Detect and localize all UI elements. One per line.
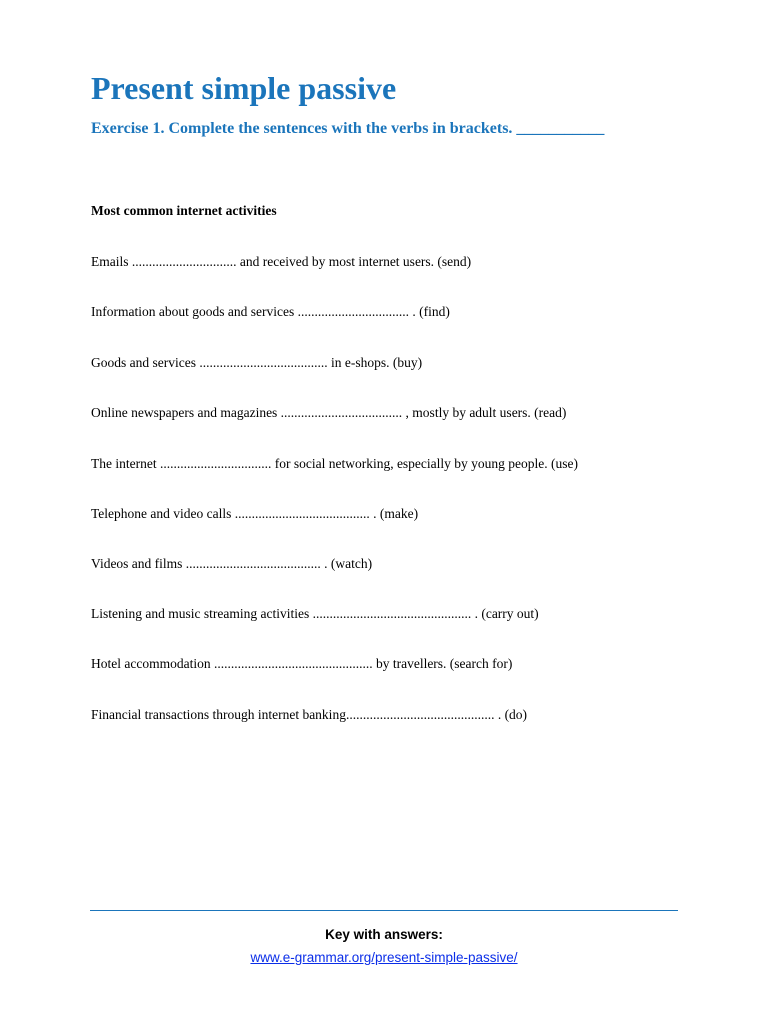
page-title: Present simple passive <box>91 70 397 106</box>
answer-key-link-container <box>0 949 768 967</box>
footer-divider <box>90 910 678 911</box>
exercise-sentence-9: Hotel accommodation ............................................... by travellers. (search for) <box>91 656 513 671</box>
exercise-sentence-2: Information about goods and services ................................. . (find) <box>91 304 450 319</box>
exercise-sentence-6: Telephone and video calls ........................................ . (make) <box>91 506 419 521</box>
exercise-heading: Exercise 1. Complete the sentences with the verbs in brackets. ___________ <box>91 120 605 137</box>
section-heading: Most common internet activities <box>91 203 277 218</box>
exercise-sentence-7: Videos and films ........................................ . (watch) <box>91 556 373 571</box>
exercise-sentence-5: The internet ................................. for social networking, especially by young people. (use) <box>91 456 579 471</box>
exercise-sentence-8: Listening and music streaming activities ............................................... . (carry out) <box>91 606 539 621</box>
exercise-sentence-4: Online newspapers and magazines .................................... , mostly by adult users. (read) <box>91 405 567 420</box>
exercise-sentence-3: Goods and services ...................................... in e-shops. (buy) <box>91 355 423 370</box>
answer-key-link[interactable]: www.e-grammar.org/present-simple-passive/ <box>250 950 518 965</box>
answer-key-label: Key with answers: <box>325 927 443 942</box>
exercise-sentence-10: Financial transactions through internet banking............................................ . (do) <box>91 707 528 722</box>
exercise-sentence-1: Emails ............................... and received by most internet users. (send) <box>91 254 472 269</box>
